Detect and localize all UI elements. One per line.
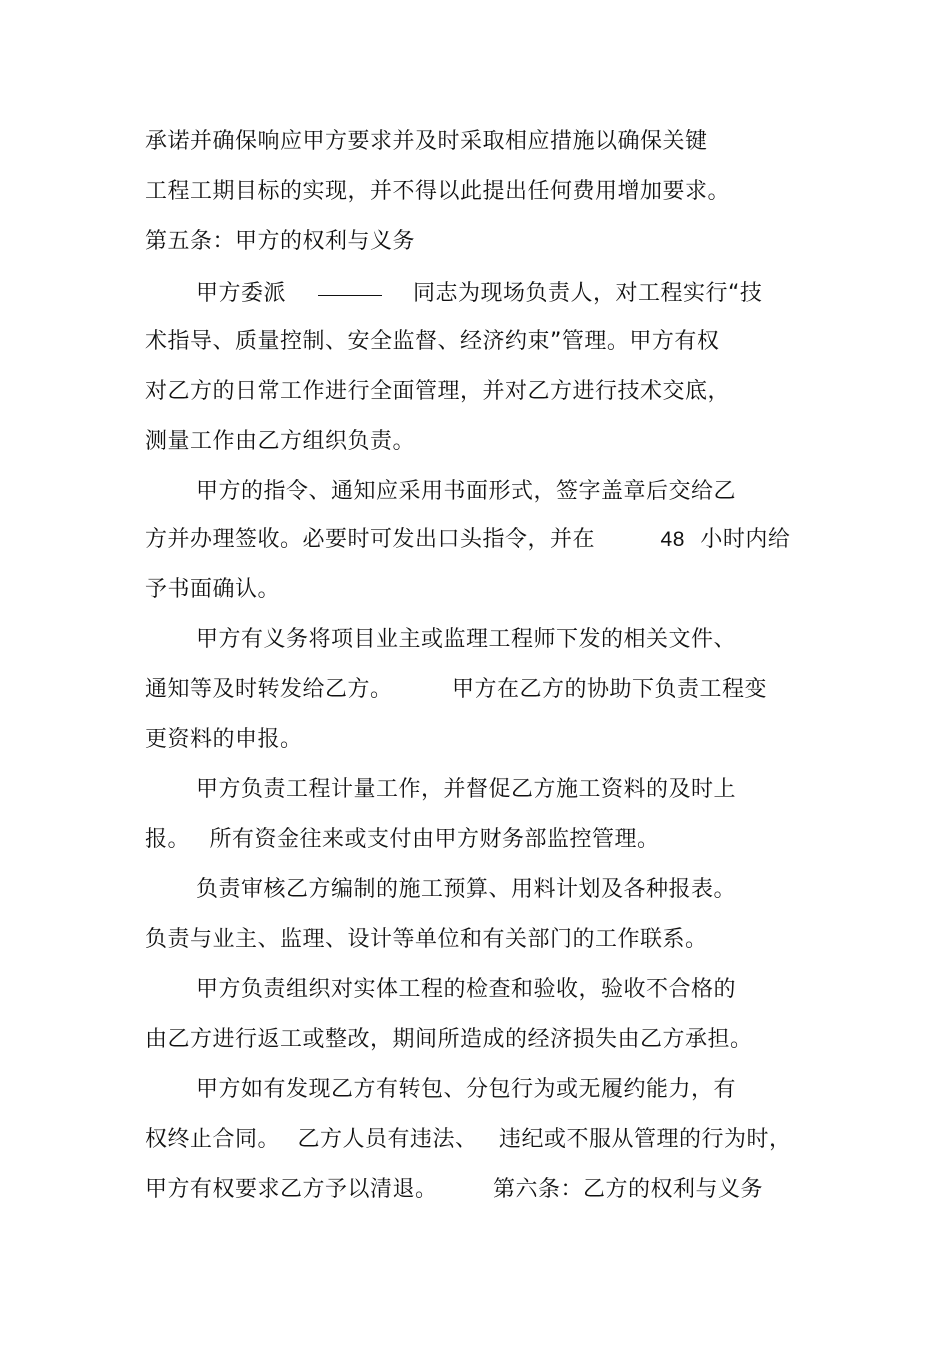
fill-in-blank — [318, 273, 382, 296]
text-segment: 甲方在乙方的协助下负责工程变 — [452, 677, 768, 702]
text-line: 负责审核乙方编制的施工预算、用料计划及各种报表。 — [196, 877, 737, 902]
text-line: 负责与业主、监理、设计等单位和有关部门的工作联系。 — [145, 927, 708, 952]
text-line — [145, 825, 660, 855]
text-segment: 方并办理签收。必要时可发出口头指令，并在 — [145, 527, 596, 552]
text-line: 承诺并确保响应甲方要求并及时采取相应措施以确保关键 — [145, 129, 708, 154]
text-line — [145, 1175, 763, 1205]
text-line: 由乙方进行返工或整改，期间所造成的经济损失由乙方承担。 — [145, 1027, 753, 1052]
text-segment: 违纪或不服从管理的行为时， — [499, 1127, 792, 1152]
text-line: 甲方有义务将项目业主或监理工程师下发的相关文件、 — [196, 627, 737, 652]
text-line — [196, 277, 762, 309]
text-segment: 通知等及时转发给乙方。 — [145, 677, 393, 702]
text-segment: 小时内给 — [700, 527, 791, 552]
text-segment: 甲方委派 — [196, 281, 287, 306]
section-heading: 第六条：乙方的权利与义务 — [493, 1177, 764, 1202]
text-segment: 权终止合同。 — [145, 1127, 281, 1152]
text-line: 甲方如有发现乙方有转包、分包行为或无履约能力，有 — [196, 1077, 737, 1102]
text-line: 对乙方的日常工作进行全面管理，并对乙方进行技术交底， — [145, 379, 731, 404]
text-line: 更资料的申报。 — [145, 727, 303, 752]
text-line — [145, 1125, 792, 1155]
section-heading: 第五条：甲方的权利与义务 — [145, 229, 416, 254]
text-segment: 同志为现场负责人，对工程实行“技 — [413, 281, 763, 306]
text-segment: 报。 — [145, 827, 191, 852]
hours-number: 48 — [660, 528, 685, 551]
text-line: 术指导、质量控制、安全监督、经济约束”管理。甲方有权 — [145, 329, 720, 354]
text-line: 予书面确认。 — [145, 577, 281, 602]
text-line — [145, 525, 790, 555]
text-line: 测量工作由乙方组织负责。 — [145, 429, 416, 454]
text-segment: 所有资金往来或支付由甲方财务部监控管理。 — [209, 827, 660, 852]
text-line: 甲方的指令、通知应采用书面形式，签字盖章后交给乙 — [196, 479, 737, 504]
text-segment: 乙方人员有违法、 — [297, 1127, 478, 1152]
text-segment: 甲方有权要求乙方予以清退。 — [145, 1177, 438, 1202]
text-line: 甲方负责工程计量工作，并督促乙方施工资料的及时上 — [196, 777, 737, 802]
text-line — [145, 675, 767, 705]
text-line: 工程工期目标的实现，并不得以此提出任何费用增加要求。 — [145, 179, 731, 204]
text-line: 甲方负责组织对实体工程的检查和验收，验收不合格的 — [196, 977, 737, 1002]
